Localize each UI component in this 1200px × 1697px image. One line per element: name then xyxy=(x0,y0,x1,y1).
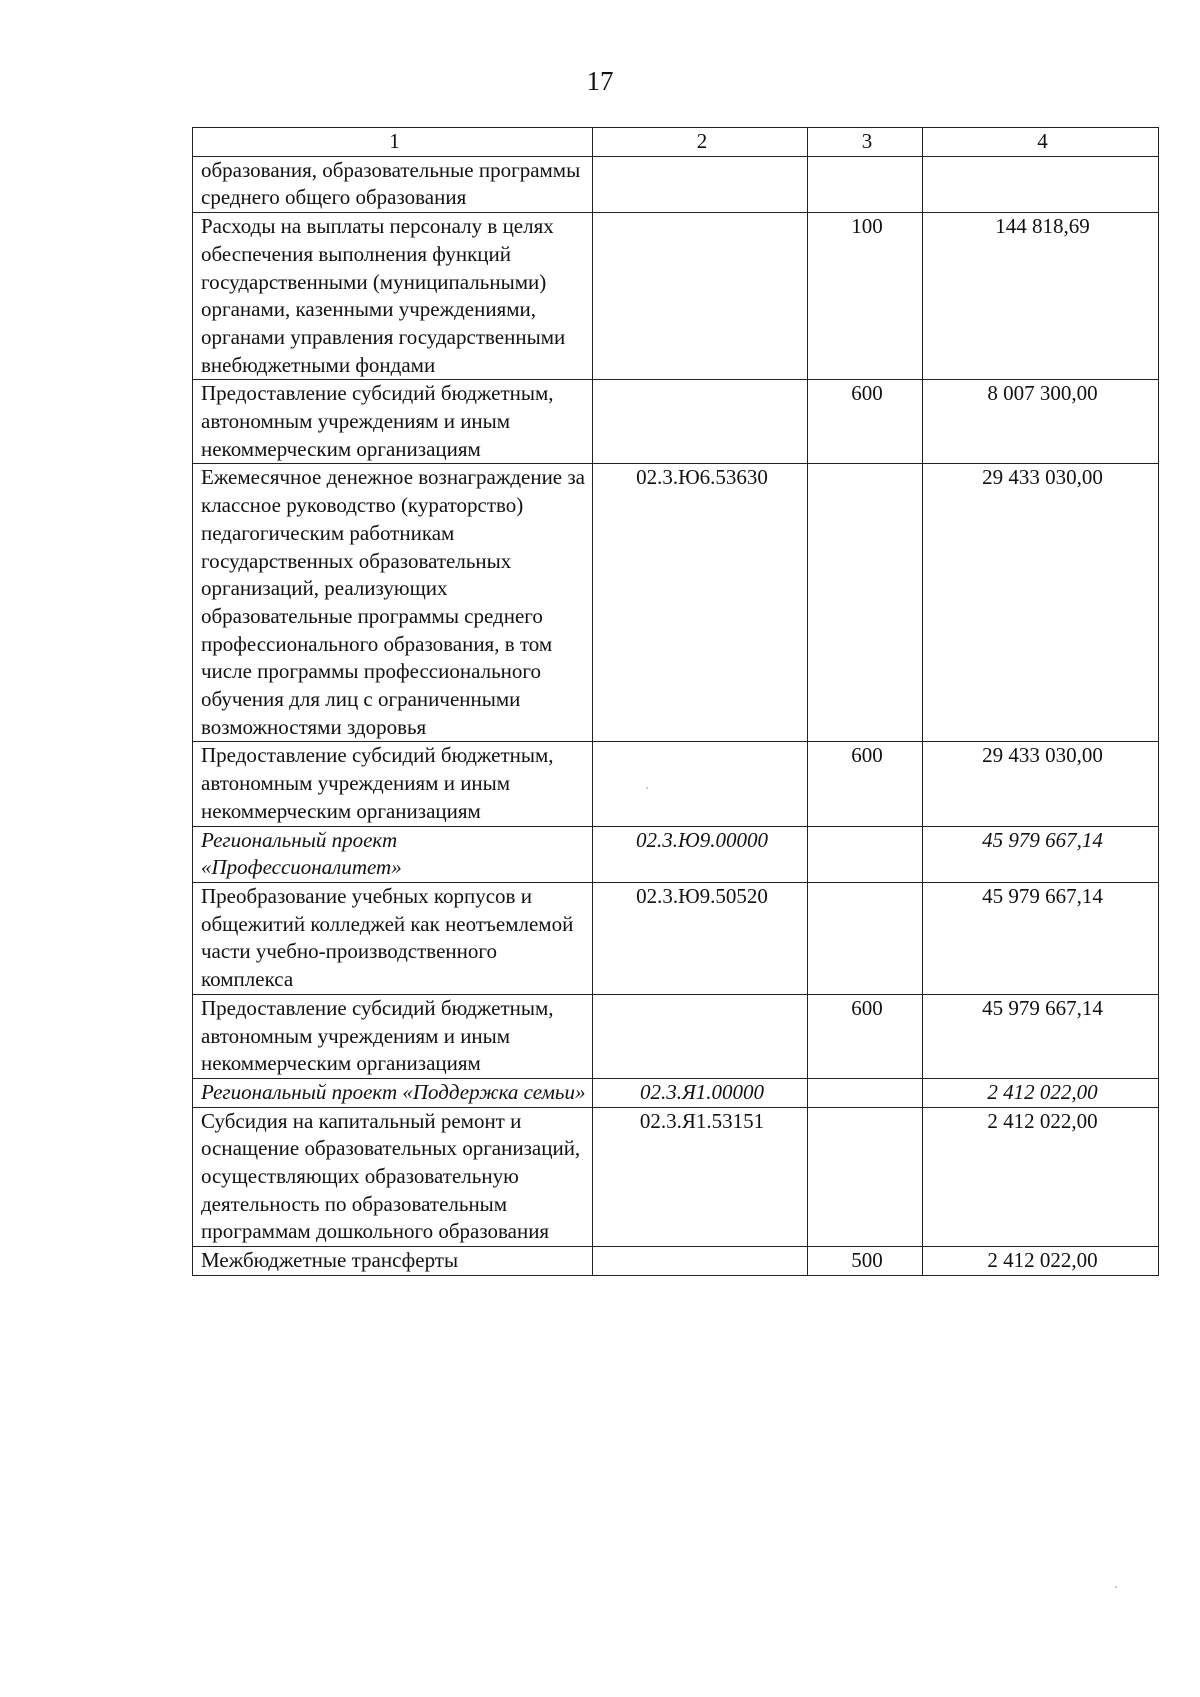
header-col-3: 3 xyxy=(808,128,923,157)
row-sum-cell: 8 007 300,00 xyxy=(923,380,1159,464)
page-number: 17 xyxy=(586,66,614,96)
row-code-cell xyxy=(593,213,808,380)
header-col-1: 1 xyxy=(193,128,593,157)
row-sum-cell: 2 412 022,00 xyxy=(923,1247,1159,1276)
row-name-cell: Межбюджетные трансферты xyxy=(193,1247,593,1276)
table-row xyxy=(193,156,1159,212)
row-kvr-cell: 500 xyxy=(808,1247,923,1276)
table-row xyxy=(193,994,1159,1078)
header-col-4: 4 xyxy=(923,128,1159,157)
row-code-cell xyxy=(593,156,808,212)
row-code-cell xyxy=(593,994,808,1078)
row-code-cell: 02.3.Ю6.53630 xyxy=(593,464,808,742)
row-name-cell: Региональный проект «Профессионалитет» xyxy=(193,826,593,882)
row-sum-cell: 144 818,69 xyxy=(923,213,1159,380)
row-code-cell: 02.3.Я1.00000 xyxy=(593,1078,808,1107)
scan-speck xyxy=(1115,1586,1117,1588)
row-name-cell: Предоставление субсидий бюджетным, автономным учреждениям и иным некоммерческим организациям xyxy=(193,994,593,1078)
row-sum-cell xyxy=(923,156,1159,212)
row-kvr-cell xyxy=(808,882,923,994)
header-col-2: 2 xyxy=(593,128,808,157)
table-row xyxy=(193,1107,1159,1247)
row-kvr-cell xyxy=(808,464,923,742)
row-name-cell: Расходы на выплаты персоналу в целях обеспечения выполнения функций государственными (муниципальными) органами, казенными учреждениями, органами управления государственными внебюджетными фондами xyxy=(193,213,593,380)
row-sum-cell: 29 433 030,00 xyxy=(923,742,1159,826)
row-kvr-cell: 600 xyxy=(808,742,923,826)
table-row xyxy=(193,882,1159,994)
row-name-cell: Субсидия на капитальный ремонт и оснащение образовательных организаций, осуществляющих образовательную деятельность по образовательным программам дошкольного образования xyxy=(193,1107,593,1247)
row-code-cell xyxy=(593,742,808,826)
table-row xyxy=(193,826,1159,882)
table-row xyxy=(193,213,1159,380)
row-code-cell xyxy=(593,1247,808,1276)
row-kvr-cell xyxy=(808,156,923,212)
budget-table xyxy=(192,127,1159,1276)
row-kvr-cell xyxy=(808,1078,923,1107)
row-name-cell: Преобразование учебных корпусов и общежитий колледжей как неотъемлемой части учебно-производственного комплекса xyxy=(193,882,593,994)
row-sum-cell: 29 433 030,00 xyxy=(923,464,1159,742)
row-kvr-cell: 600 xyxy=(808,994,923,1078)
row-name-cell: образования, образовательные программы среднего общего образования xyxy=(193,156,593,212)
scan-speck xyxy=(646,787,648,789)
row-sum-cell: 45 979 667,14 xyxy=(923,994,1159,1078)
row-sum-cell: 2 412 022,00 xyxy=(923,1078,1159,1107)
row-code-cell xyxy=(593,380,808,464)
table-row xyxy=(193,1078,1159,1107)
row-name-cell: Ежемесячное денежное вознаграждение за классное руководство (кураторство) педагогическим работникам государственных образовательных организаций, реализующих образовательные программы среднего профессионального образования, в том числе программы профессионального обучения для лиц с ограниченными возможностями здоровья xyxy=(193,464,593,742)
row-sum-cell: 45 979 667,14 xyxy=(923,826,1159,882)
row-name-cell: Предоставление субсидий бюджетным, автономным учреждениям и иным некоммерческим организациям xyxy=(193,742,593,826)
row-kvr-cell: 600 xyxy=(808,380,923,464)
table-row xyxy=(193,380,1159,464)
row-kvr-cell: 100 xyxy=(808,213,923,380)
row-name-cell: Предоставление субсидий бюджетным, автономным учреждениям и иным некоммерческим организациям xyxy=(193,380,593,464)
table-row xyxy=(193,742,1159,826)
row-kvr-cell xyxy=(808,826,923,882)
row-name-cell: Региональный проект «Поддержка семьи» xyxy=(193,1078,593,1107)
row-sum-cell: 2 412 022,00 xyxy=(923,1107,1159,1247)
row-sum-cell: 45 979 667,14 xyxy=(923,882,1159,994)
table-row xyxy=(193,1247,1159,1276)
row-kvr-cell xyxy=(808,1107,923,1247)
row-code-cell: 02.3.Я1.53151 xyxy=(593,1107,808,1247)
row-code-cell: 02.3.Ю9.50520 xyxy=(593,882,808,994)
table-header-row xyxy=(193,128,1159,157)
row-code-cell: 02.3.Ю9.00000 xyxy=(593,826,808,882)
table-row xyxy=(193,464,1159,742)
